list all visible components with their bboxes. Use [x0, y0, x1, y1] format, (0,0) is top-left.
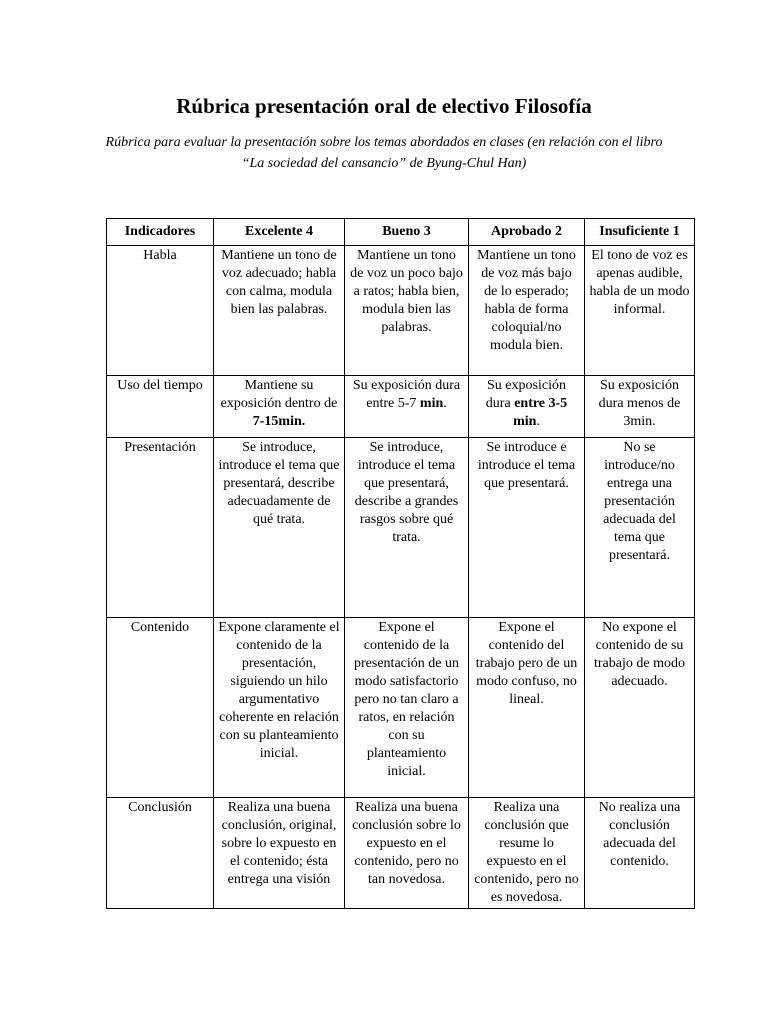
- criterion-cell: Realiza una conclusión que resume lo expuesto en el contenido, pero no es novedosa.: [469, 798, 585, 909]
- indicator-cell: Habla: [107, 246, 214, 376]
- table-row: [107, 246, 695, 376]
- indicator-cell: Presentación: [107, 438, 214, 618]
- criterion-text: Su exposición dura entre 5-7: [352, 378, 461, 411]
- criterion-cell: Mantiene un tono de voz adecuado; habla con calma, modula bien las palabras.: [214, 246, 345, 376]
- criterion-cell: Se introduce, introduce el tema que presentará, describe a grandes rasgos sobre qué trata.: [345, 438, 469, 618]
- criterion-cell: No expone el contenido de su trabajo de modo adecuado.: [585, 618, 695, 798]
- header-insuficiente: Insuficiente 1: [585, 219, 695, 246]
- criterion-cell: Mantiene un tono de voz más bajo de lo esperado; habla de forma coloquial/no modula bien.: [469, 246, 585, 376]
- criterion-cell: Su exposición dura menos de 3min.: [585, 376, 695, 438]
- criterion-cell: [214, 376, 345, 438]
- table-header-row: [107, 219, 695, 246]
- indicator-cell: Contenido: [107, 618, 214, 798]
- criterion-cell: Realiza una buena conclusión sobre lo expuesto en el contenido, pero no tan novedosa.: [345, 798, 469, 909]
- table-row: [107, 798, 695, 909]
- criterion-cell: Expone el contenido del trabajo pero de un modo confuso, no lineal.: [469, 618, 585, 798]
- criterion-cell: Se introduce e introduce el tema que presentará.: [469, 438, 585, 618]
- criterion-cell: Realiza una buena conclusión, original, sobre lo expuesto en el contenido; ésta entrega una visión: [214, 798, 345, 909]
- indicator-cell: Uso del tiempo: [107, 376, 214, 438]
- criterion-cell: Expone claramente el contenido de la presentación, siguiendo un hilo argumentativo coherente en relación con su planteamiento inicial.: [214, 618, 345, 798]
- table-row: [107, 438, 695, 618]
- header-indicadores: Indicadores: [107, 219, 214, 246]
- criterion-text: .: [443, 396, 447, 411]
- page-title: Rúbrica presentación oral de electivo Filosofía: [176, 94, 592, 118]
- header-aprobado: Aprobado 2: [469, 219, 585, 246]
- criterion-cell: No se introduce/no entrega una presentación adecuada del tema que presentará.: [585, 438, 695, 618]
- table-row: [107, 618, 695, 798]
- criterion-cell: El tono de voz es apenas audible, habla de un modo informal.: [585, 246, 695, 376]
- table-row: [107, 376, 695, 438]
- criterion-emphasis: entre 3-5 min: [513, 396, 568, 429]
- criterion-text: Mantiene su exposición dentro de: [220, 378, 338, 411]
- header-bueno: Bueno 3: [345, 219, 469, 246]
- criterion-emphasis: min: [419, 396, 444, 411]
- criterion-cell: [345, 376, 469, 438]
- criterion-cell: Se introduce, introduce el tema que presentará, describe adecuadamente de qué trata.: [214, 438, 345, 618]
- criterion-cell: Mantiene un tono de voz un poco bajo a ratos; habla bien, modula bien las palabras.: [345, 246, 469, 376]
- criterion-cell: [469, 376, 585, 438]
- criterion-emphasis: 7-15min.: [252, 414, 306, 429]
- page-subtitle: Rúbrica para evaluar la presentación sobre los temas abordados en clases (en relación con el libro “La sociedad del cansancio” de Byung-Chul Han): [105, 135, 663, 171]
- criterion-cell: No realiza una conclusión adecuada del contenido.: [585, 798, 695, 909]
- rubric-table: [106, 218, 695, 909]
- criterion-text: .: [536, 414, 540, 429]
- criterion-cell: Expone el contenido de la presentación de un modo satisfactorio pero no tan claro a ratos, en relación con su planteamiento inicial.: [345, 618, 469, 798]
- criterion-text: Su exposición dura: [485, 378, 566, 411]
- header-excelente: Excelente 4: [214, 219, 345, 246]
- indicator-cell: Conclusión: [107, 798, 214, 909]
